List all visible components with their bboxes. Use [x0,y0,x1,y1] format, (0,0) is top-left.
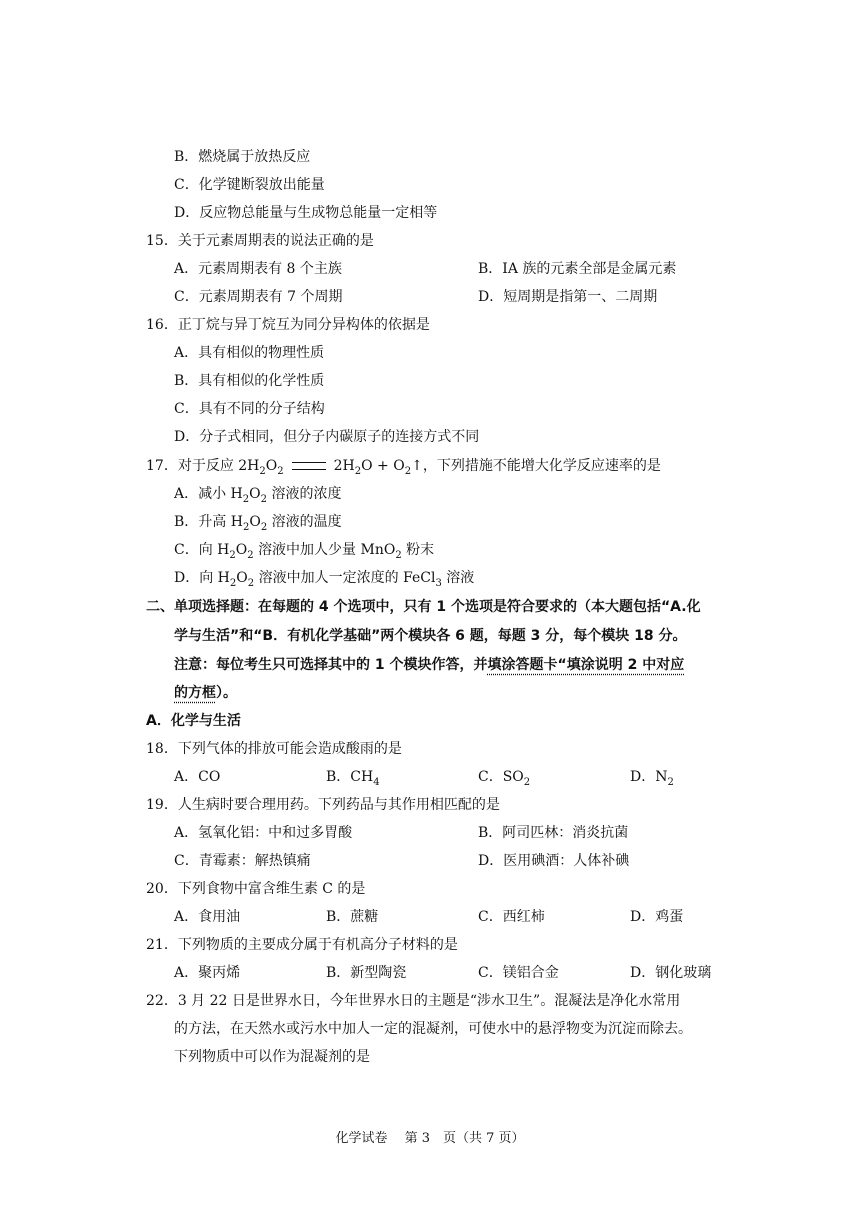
q15-option-d: D．短周期是指第一、二周期 [478,289,658,305]
q22-stem-line3: 下列物质中可以作为混凝剂的是 [174,1049,370,1065]
q21-stem: 21．下列物质的主要成分属于有机高分子材料的是 [146,937,458,953]
q19-stem: 19．人生病时要合理用药。下列药品与其作用相匹配的是 [146,797,500,813]
q17-option-b: B．升高 $H_2O_2$ 溶液的温度 [174,514,342,533]
q21-option-b: B．新型陶瓷 [326,965,407,981]
q18-stem: 18．下列气体的排放可能会造成酸雨的是 [146,741,402,757]
q20-option-a: A．食用油 [174,909,241,925]
q17-option-d: D．向 $H_2O_2$ 溶液中加人一定浓度的 FeCl$_3$ 溶液 [174,570,475,589]
q15-stem: 15．关于元素周期表的说法正确的是 [146,233,374,249]
q18-option-b: B．$CH_4$ [326,769,380,788]
q16-option-b: B．具有相似的化学性质 [174,373,325,389]
q21-option-d: D．钢化玻璃 [630,965,712,981]
q18-option-c: C．$SO_2$ [478,769,531,788]
q19-option-d: D．医用碘酒：人体补碘 [478,853,630,869]
q16-option-d: D．分子式相同，但分子内碳原子的连接方式不同 [174,429,480,445]
q15-option-b: B．ⅠA 族的元素全部是金属元素 [478,261,677,277]
q19-option-b: B．阿司匹林：消炎抗菌 [478,825,629,841]
equals-sign [292,462,326,470]
q21-option-a: A．聚丙烯 [174,965,241,981]
q14-option-b: B．燃烧属于放热反应 [174,149,311,165]
q18-option-d: D．$N_2$ [630,769,674,788]
q19-option-a: A．氢氧化铝：中和过多胃酸 [174,825,353,841]
page-footer: 化学试卷 第 3 页（共 7 页） [335,1131,525,1146]
q22-stem-line1: 22．3 月 22 日是世界水日，今年世界水日的主题是“涉水卫生”。混凝法是净化水常用 [146,993,681,1009]
q22-stem-line2: 的方法，在天然水或污水中加人一定的混凝剂，可使水中的悬浮物变为沉淀而除去。 [174,1021,692,1037]
q20-stem: 20．下列食物中富含维生素 C 的是 [146,881,366,897]
q17-stem: 17．对于反应 $2H_2O_2$ $2H_2O$ + $O_2↑$，下列措施不能增大化学反应速率的是 [146,458,661,477]
q20-option-d: D．鸡蛋 [630,909,684,925]
q17-option-c: C．向 $H_2O_2$ 溶液中加人少量 MnO$_2$ 粉末 [174,542,435,561]
q16-stem: 16．正丁烷与异丁烷互为同分异构体的依据是 [146,317,430,333]
q16-option-c: C．具有不同的分子结构 [174,401,325,417]
q17-option-a: A．减小 $H_2O_2$ 溶液的浓度 [174,486,342,505]
q15-option-c: C．元素周期表有 7 个周期 [174,289,343,305]
q16-option-a: A．具有相似的物理性质 [174,345,325,361]
q14-option-c: C．化学键断裂放出能量 [174,177,325,193]
section2-line1: 二、单项选择题：在每题的 4 个选项中，只有 1 个选项是符合要求的（本大题包括“A.化 [146,599,701,615]
q15-option-a: A．元素周期表有 8 个主族 [174,261,342,277]
q20-option-c: C．西红柿 [478,909,545,925]
q18-option-a: A．CO [174,769,221,785]
section2-line2: 学与生活”和“B．有机化学基础”两个模块各 6 题，每题 3 分，每个模块 18 分。 [174,628,687,644]
q21-option-c: C．镁铝合金 [478,965,559,981]
q14-option-d: D．反应物总能量与生成物总能量一定相等 [174,205,438,221]
q20-option-b: B．蔗糖 [326,909,379,925]
module-a-title: A．化学与生活 [146,713,241,729]
section2-line3: 注意：每位考生只可选择其中的 1 个模块作答，并填涂答题卡“填涂说明 2 中对应 [174,657,685,673]
q19-option-c: C．青霉素：解热镇痛 [174,853,311,869]
section2-line4: 的方框）。 [174,685,237,701]
